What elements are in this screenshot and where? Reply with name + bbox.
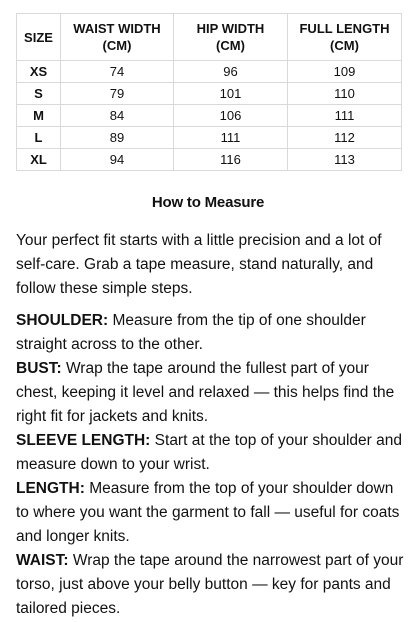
waist-cell: 89 <box>61 127 174 149</box>
hip-cell: 101 <box>174 83 288 105</box>
how-to-measure-heading: How to Measure <box>151 194 265 211</box>
hip-cell: 96 <box>174 61 288 83</box>
intro-paragraph: Your perfect fit starts with a little precision and a lot of self-care. Grab a tape measure, stand naturally, and follow these simple steps. <box>16 232 382 297</box>
table-row <box>17 149 402 171</box>
table-row <box>17 127 402 149</box>
hip-cell: 106 <box>174 105 288 127</box>
waist-cell: 94 <box>61 149 174 171</box>
waist-cell: 79 <box>61 83 174 105</box>
header-full-length: FULL LENGTH (CM) <box>288 14 402 61</box>
step-sleeve-length <box>16 429 408 477</box>
length-cell: 109 <box>288 61 402 83</box>
step-text: Measure from the tip of one shoulder straight across to the other. <box>16 312 366 353</box>
hip-cell: 111 <box>174 127 288 149</box>
step-text: Start at the top of your shoulder and measure down to your wrist. <box>16 432 402 473</box>
table-row <box>17 105 402 127</box>
step-text: Measure from the top of your shoulder down to where you want the garment to fall — useful for coats and longer knits. <box>16 480 400 545</box>
step-text: Wrap the tape around the narrowest part of your torso, just above your belly button — key for pants and tailored pieces. <box>16 552 404 617</box>
length-cell: 110 <box>288 83 402 105</box>
step-term: BUST: <box>16 360 62 377</box>
step-bust <box>16 357 408 429</box>
size-cell: S <box>17 83 61 105</box>
size-cell: M <box>17 105 61 127</box>
step-shoulder <box>16 309 408 357</box>
size-cell: L <box>17 127 61 149</box>
table-header-row <box>17 14 402 61</box>
step-length <box>16 477 408 549</box>
waist-cell: 84 <box>61 105 174 127</box>
waist-cell: 74 <box>61 61 174 83</box>
size-cell: XS <box>17 61 61 83</box>
step-text: Wrap the tape around the fullest part of your chest, keeping it level and relaxed — this helps find the right fit for jackets and knits. <box>16 360 395 425</box>
size-cell: XL <box>17 149 61 171</box>
length-cell: 111 <box>288 105 402 127</box>
hip-cell: 116 <box>174 149 288 171</box>
size-chart-table <box>16 13 402 171</box>
table-row <box>17 83 402 105</box>
step-term: SLEEVE LENGTH: <box>16 432 151 449</box>
measure-steps <box>16 309 408 621</box>
step-term: WAIST: <box>16 552 69 569</box>
header-hip-width: HIP WIDTH (CM) <box>174 14 288 61</box>
length-cell: 112 <box>288 127 402 149</box>
step-waist <box>16 549 408 621</box>
table-row <box>17 61 402 83</box>
step-term: SHOULDER: <box>16 312 109 329</box>
header-size: SIZE <box>17 14 61 61</box>
step-term: LENGTH: <box>16 480 85 497</box>
length-cell: 113 <box>288 149 402 171</box>
header-waist-width: WAIST WIDTH (CM) <box>61 14 174 61</box>
